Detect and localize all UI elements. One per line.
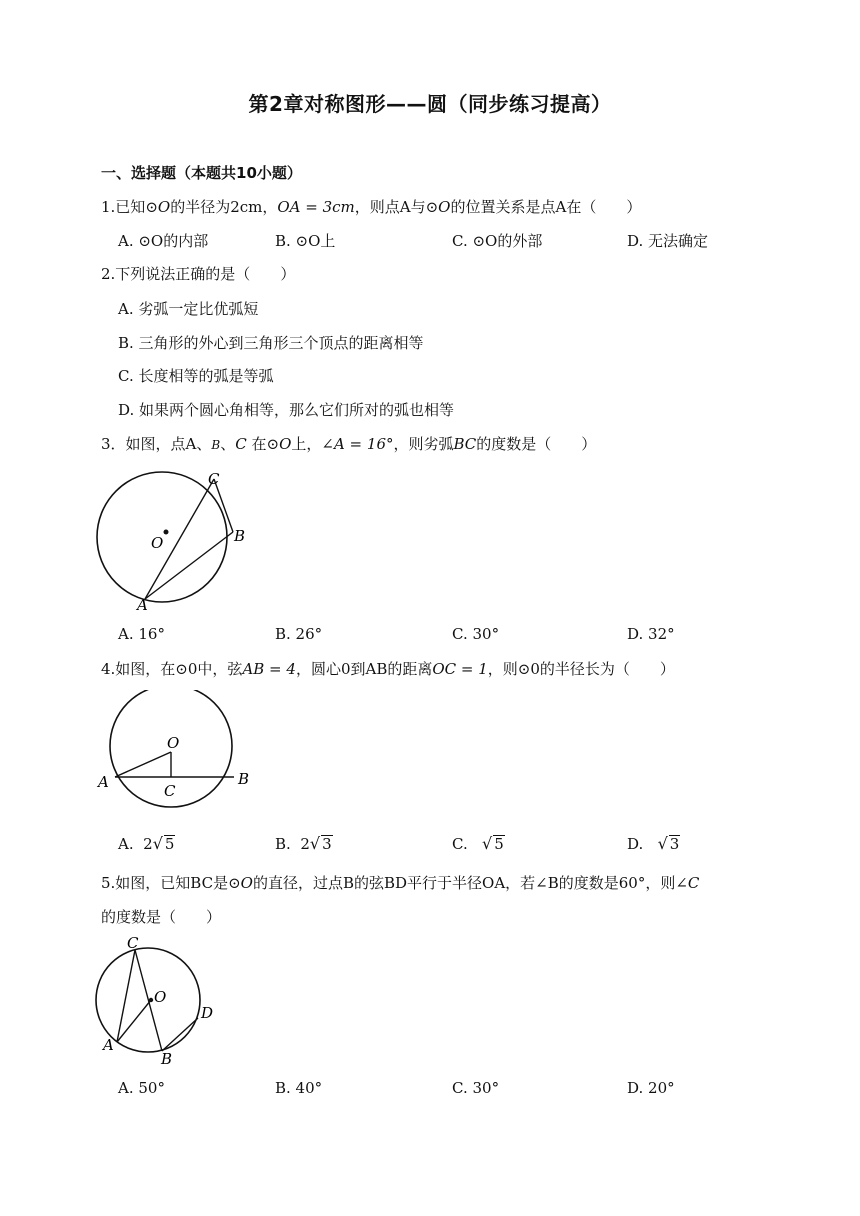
q1-text-part: 的半径为2cm， [170, 198, 278, 216]
q5-text-part: 的直径，过点B的弦BD平行于半径OA，若∠B的度数是60°，则 [252, 874, 676, 892]
label-a: A [103, 1036, 114, 1054]
angle-c-expression: ∠C [675, 874, 700, 892]
label-b: B [234, 527, 246, 545]
question-1-stem [101, 197, 641, 217]
label-c: C [208, 470, 220, 488]
radicand: 3 [322, 835, 332, 853]
q3-text-part: 3．如图，点A、 [101, 435, 212, 453]
option-d[interactable]: D. 20° [627, 1079, 675, 1097]
sqrt-icon: √ [152, 834, 163, 853]
option-a[interactable]: A. ⊙O的内部 [118, 232, 209, 250]
option-c[interactable]: C. ⊙O的外部 [452, 232, 543, 250]
angle-a-expression: ∠A = 16° [321, 435, 394, 453]
label-o: O [154, 988, 167, 1006]
label-b: B [161, 1050, 173, 1066]
option-d[interactable] [627, 834, 680, 854]
circle-o-symbol: ⊙O [266, 435, 292, 453]
option-a[interactable] [118, 834, 175, 854]
option-letter: C. [452, 835, 468, 853]
label-d: D [201, 1004, 214, 1022]
chord-ab-expression: AB = 4 [242, 660, 296, 678]
question-4-figure [95, 690, 265, 814]
label-c: C [127, 934, 139, 952]
circle-diagram [95, 690, 265, 810]
option-d[interactable]: D. 如果两个圆心角相等，那么它们所对的弧也相等 [118, 401, 455, 419]
option-coefficient: 2 [143, 835, 153, 853]
center-dot [164, 530, 169, 535]
option-b[interactable] [275, 834, 333, 854]
label-b: B [238, 770, 250, 788]
q5-text-part: 5.如图，已知BC是 [101, 874, 229, 892]
point-c-label: C [235, 435, 247, 453]
label-a: A [137, 596, 148, 614]
option-d[interactable]: D. 32° [627, 625, 675, 643]
option-b[interactable]: B. ⊙O上 [275, 232, 336, 250]
option-c[interactable]: C. 30° [452, 1079, 500, 1097]
radius-oa [117, 1000, 151, 1042]
question-3-stem [101, 434, 596, 455]
option-c[interactable] [452, 834, 505, 854]
distance-oc-expression: OC = 1 [432, 660, 488, 678]
q1-text-part: 的位置关系是点A在（ ） [450, 198, 642, 216]
radicand: 5 [494, 835, 504, 853]
circle-o-symbol: ⊙O [145, 198, 171, 216]
sqrt-icon: √ [309, 834, 321, 853]
circle-o-symbol: ⊙O [228, 874, 253, 892]
radius-oa [115, 752, 171, 777]
question-4-stem [101, 659, 675, 679]
option-b[interactable]: B. 26° [275, 625, 323, 643]
label-o: O [151, 534, 164, 552]
q4-text-part: ，圆心0到AB的距离 [295, 660, 433, 678]
option-d[interactable]: D. 无法确定 [627, 232, 709, 250]
option-a[interactable]: A. 16° [118, 625, 165, 643]
radicand: 3 [669, 835, 680, 853]
option-b[interactable]: B. 三角形的外心到三角形三个顶点的距离相等 [118, 334, 424, 352]
q3-text-part: 上， [291, 435, 322, 453]
center-dot [149, 998, 153, 1002]
q4-text-part: 4.如图，在⊙0中，弦 [101, 660, 243, 678]
q1-text-part: ，则点A与 [354, 198, 426, 216]
circle-o-symbol: ⊙O [425, 198, 451, 216]
label-a: A [98, 773, 109, 791]
label-c: C [164, 782, 176, 800]
option-c[interactable]: C. 30° [452, 625, 500, 643]
q3-text-part: 的度数是（ ） [476, 435, 597, 453]
option-a[interactable]: A. 50° [118, 1079, 165, 1097]
question-2-stem: 2.下列说法正确的是（ ） [101, 265, 296, 283]
circle-diagram [95, 462, 265, 617]
option-c[interactable]: C. 长度相等的弧是等弧 [118, 367, 274, 385]
question-3-figure [95, 462, 265, 621]
q3-text-part: 、 [220, 435, 236, 453]
question-5-figure [95, 932, 225, 1070]
q1-equation: OA = 3cm [277, 198, 355, 216]
label-o: O [167, 734, 180, 752]
option-b[interactable]: B. 40° [275, 1079, 323, 1097]
q3-text-part: 在 [246, 435, 267, 453]
section-heading: 一、选择题（本题共10小题） [101, 164, 302, 182]
radicand: 5 [164, 835, 175, 853]
option-letter: A. [118, 835, 134, 853]
option-coefficient: 2 [300, 835, 310, 853]
q1-text-part: 1.已知 [101, 198, 146, 216]
point-b-label: B [211, 438, 221, 452]
question-5-stem [101, 873, 699, 893]
option-a[interactable]: A. 劣弧一定比优弧短 [118, 300, 259, 318]
sqrt-icon: √ [657, 834, 668, 853]
arc-bc-label: BC [453, 435, 477, 453]
chord-bd [162, 1018, 198, 1051]
q4-text-part: ，则⊙0的半径长为（ ） [487, 660, 675, 678]
q3-text-part: ，则劣弧 [393, 435, 454, 453]
sqrt-icon: √ [482, 834, 493, 853]
option-letter: D. [627, 835, 644, 853]
option-letter: B. [275, 835, 291, 853]
page-title: 第2章对称图形——圆（同步练习提高） [248, 92, 612, 116]
circle-diagram [95, 932, 225, 1066]
question-5-stem-continued: 的度数是（ ） [101, 908, 222, 926]
chord-ca [117, 950, 135, 1042]
